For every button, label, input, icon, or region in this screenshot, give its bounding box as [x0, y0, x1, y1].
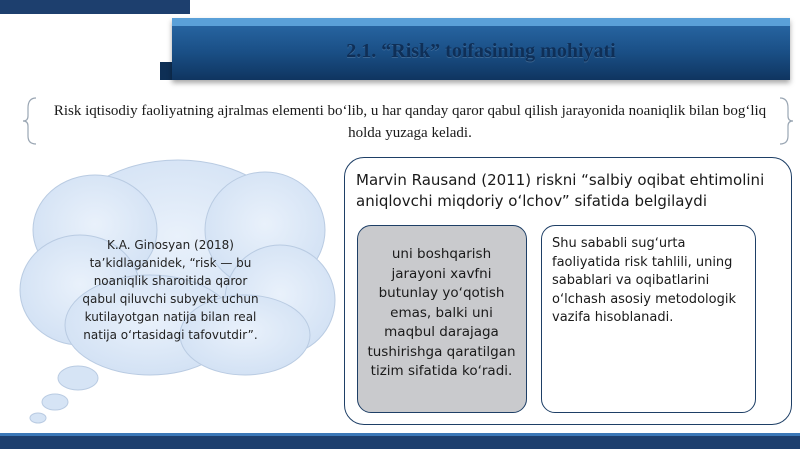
title-banner	[172, 18, 790, 80]
statement-text: Risk iqtisodiy faoliyatning ajralmas elementi boʻlib, u har qanday qaror qabul qilish jarayonida noaniqlik bilan bogʻliq holda yuzaga keladi.	[53, 103, 767, 141]
top-decor-bar	[0, 0, 190, 14]
bottom-decor-band	[0, 433, 800, 449]
slide-title: 2.1. “Risk” toifasining mohiyati	[346, 40, 616, 62]
statement-brace-box	[22, 94, 794, 148]
card-left-text: uni boshqarish jarayoni xavfni butunlay yoʻqotish emas, balki uni maqbul darajaga tushirishga qaratilgan tizim sifatida koʻradi.	[367, 246, 516, 379]
frame-heading: Marvin Rausand (2011) riskni “salbiy oqibat ehtimolini aniqlovchi miqdoriy oʻlchov” sifatida belgilaydi	[356, 171, 765, 210]
cloud-quote-text: K.A. Ginosyan (2018) ta’kidlaganidek, “risk — bu noaniqlik sharoitida qaror qabul qiluvchi subyekt uchun kutilayotgan natija bilan real natija oʻrtasidagi tafovutdir”.	[82, 238, 259, 342]
card-right-text: Shu sababli sugʻurta faoliyatida risk tahlili, uning sabablari va oqibatlarini oʻlchash asosiy metodologik vazifa hisoblanadi.	[552, 236, 736, 325]
